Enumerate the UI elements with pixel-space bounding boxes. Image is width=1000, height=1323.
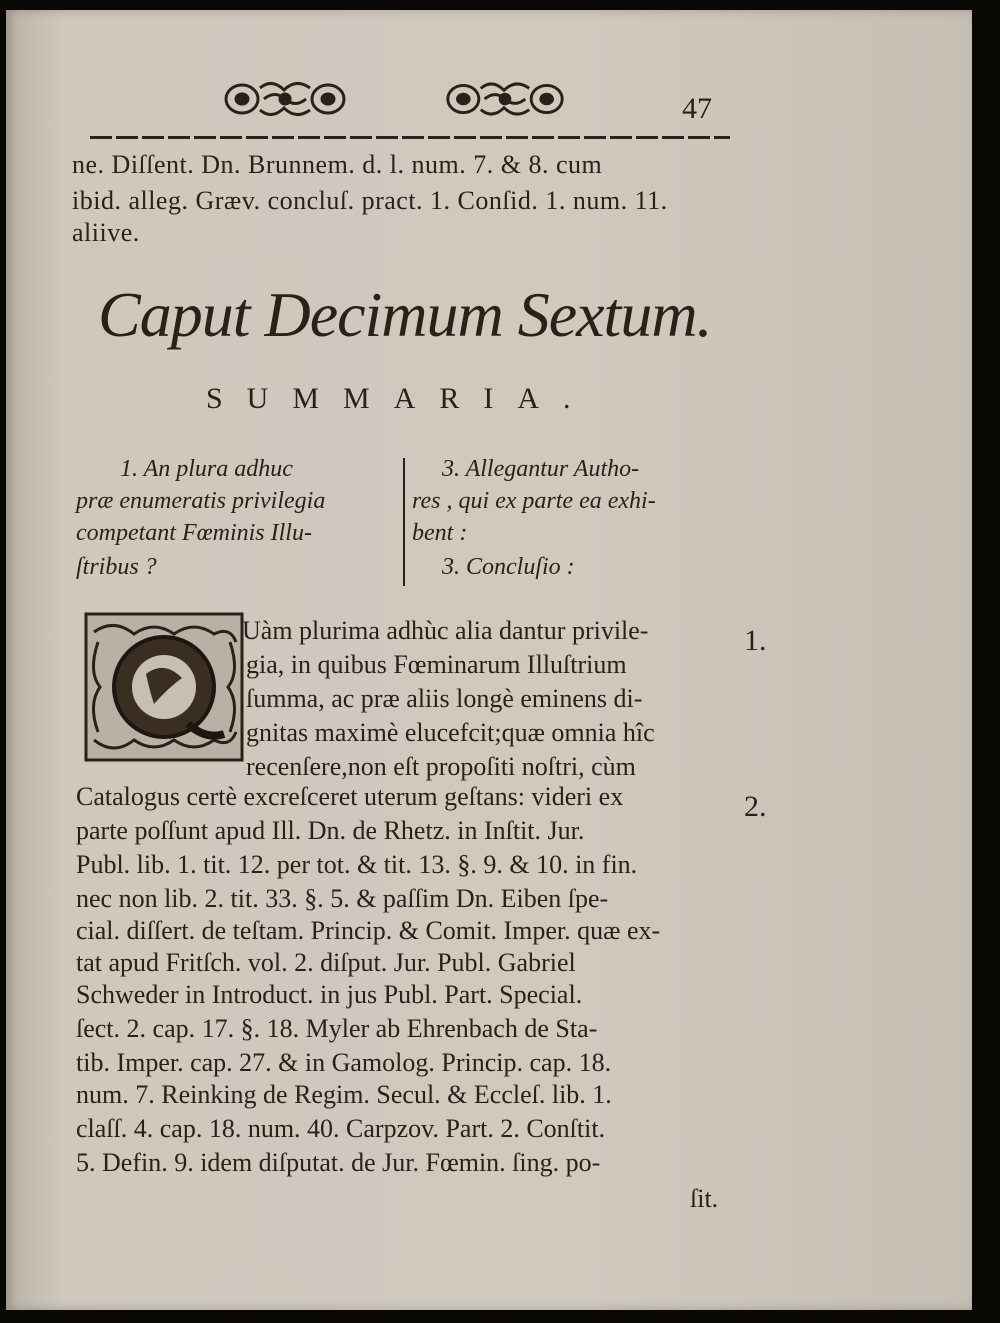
body-line-7: parte poſſunt apud Ill. Dn. de Rhetz. in Inſtit. Jur.: [76, 816, 585, 845]
body-line-2: gia, in quibus Fœminarum Illuſtrium: [246, 650, 627, 679]
summary-left-2: præ enumeratis privilegia: [76, 488, 326, 514]
dropcap-ornament-icon: [84, 612, 244, 762]
body-line-4: gnitas maximè elucefcit;quæ omnia hîc: [246, 718, 655, 747]
summary-divider: [403, 458, 405, 586]
top-line-1: ne. Diſſent. Dn. Brunnem. d. l. num. 7. & 8. cum: [72, 150, 603, 179]
ornament-left: [220, 76, 350, 122]
summary-right-2: res , qui ex parte ea exhi-: [412, 488, 656, 514]
book-page: [6, 10, 972, 1310]
body-line-9: nec non lib. 2. tit. 33. §. 5. & paſſim Dn. Eiben ſpe-: [76, 884, 609, 913]
summary-left-1: 1. An plura adhuc: [120, 456, 293, 482]
page-number: 47: [682, 92, 712, 125]
body-line-18: ſit.: [690, 1184, 719, 1213]
decorated-dropcap: [84, 612, 244, 762]
summary-left-4: ſtribus ?: [76, 554, 157, 580]
header-rule: [90, 136, 730, 139]
summary-left-3: competant Fœminis Illu-: [76, 520, 312, 546]
body-line-12: Schweder in Introduct. in jus Publ. Part. Special.: [76, 980, 583, 1009]
body-line-3: ſumma, ac præ aliis longè eminens di-: [246, 684, 643, 713]
body-line-17: 5. Defin. 9. idem diſputat. de Jur. Fœmin. ſing. po-: [76, 1148, 601, 1177]
body-line-5: recenſere,non eſt propoſiti noſtri, cùm: [246, 752, 636, 781]
ornament-right: [442, 76, 568, 122]
margin-number-2: 2.: [744, 790, 767, 823]
summary-right-3: bent :: [412, 520, 468, 546]
chapter-title: Caput Decimum Sextum.: [98, 279, 712, 350]
body-line-6: Catalogus certè excreſceret uterum geſtans: videri ex: [76, 782, 624, 811]
body-line-10: cial. diſſert. de teſtam. Princip. & Comit. Imper. quæ ex-: [76, 916, 661, 945]
margin-number-1: 1.: [744, 624, 767, 657]
top-line-3: aliive.: [72, 218, 140, 247]
body-line-11: tat apud Fritſch. vol. 2. diſput. Jur. Publ. Gabriel: [76, 948, 576, 977]
body-line-13: ſect. 2. cap. 17. §. 18. Myler ab Ehrenbach de Sta-: [76, 1014, 598, 1043]
top-line-2: ibid. alleg. Græv. concluſ. pract. 1. Conſid. 1. num. 11.: [72, 186, 668, 215]
body-line-16: claſſ. 4. cap. 18. num. 40. Carpzov. Part. 2. Conſtit.: [76, 1114, 606, 1143]
summary-right-1: 3. Allegantur Autho-: [442, 456, 640, 482]
body-line-14: tib. Imper. cap. 27. & in Gamolog. Princip. cap. 18.: [76, 1048, 612, 1077]
summaria-heading: SUMMARIA.: [206, 382, 595, 415]
summary-right-4: 3. Concluſio :: [442, 554, 575, 580]
body-line-8: Publ. lib. 1. tit. 12. per tot. & tit. 13. §. 9. & 10. in fin.: [76, 850, 638, 879]
body-line-1: Uàm plurima adhùc alia dantur privile-: [242, 616, 649, 645]
body-line-15: num. 7. Reinking de Regim. Secul. & Eccleſ. lib. 1.: [76, 1080, 612, 1109]
